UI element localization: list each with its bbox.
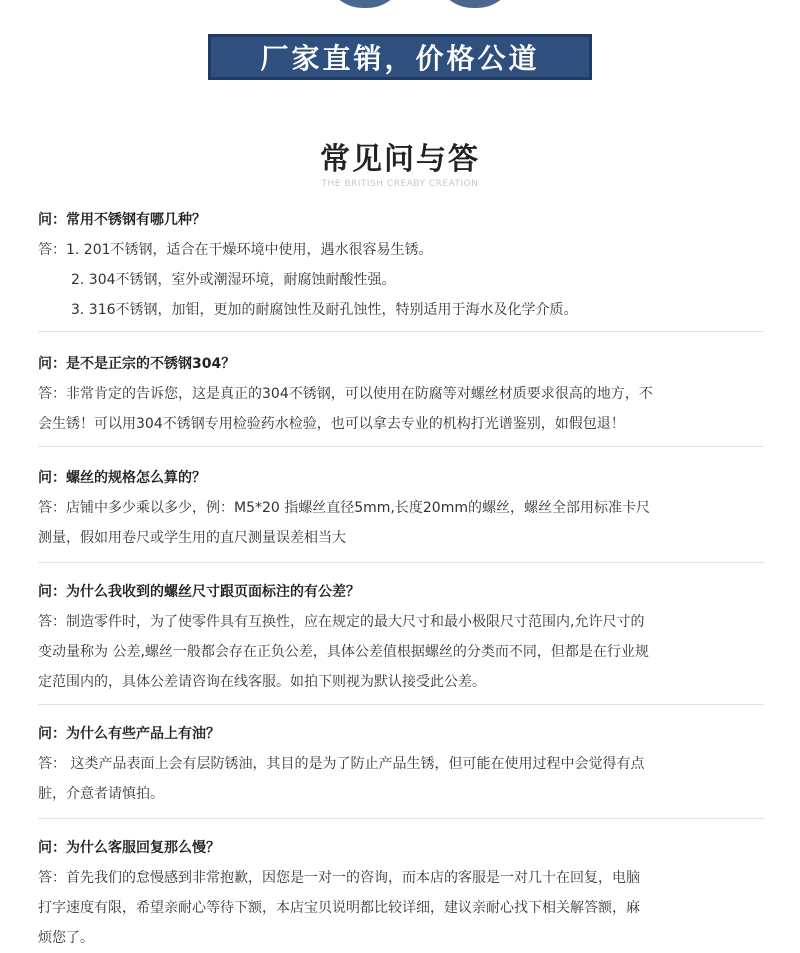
faq-item (38, 833, 764, 953)
faq-divider (38, 818, 764, 819)
faq-answer-line: 答：非常肯定的告诉您，这是真正的304不锈钢，可以使用在防腐等对螺丝材质要求很高的地方，不 (38, 386, 653, 402)
faq-answer (38, 379, 764, 439)
faq-answer-line: 脏，介意者请慎拍。 (38, 786, 164, 802)
faq-answer-line: 打字速度有限，希望亲耐心等待下额，本店宝贝说明都比较详细，建议亲耐心找下相关解答额，麻 (38, 900, 640, 916)
faq-answer (38, 235, 764, 325)
faq-answer-line: 答： 这类产品表面上会有层防锈油，其目的是为了防止产品生锈，但可能在使用过程中会觉得有点 (38, 756, 645, 772)
faq-answer-line: 答：店铺中多少乘以多少，例：M5*20 指螺丝直径5mm,长度20mm的螺丝，螺丝全部用标准卡尺 (38, 500, 650, 516)
faq-answer (38, 749, 764, 809)
faq-question: 问：螺丝的规格怎么算的？ (38, 470, 206, 486)
faq-answer-line: 会生锈！可以用304不锈钢专用检验药水检验，也可以拿去专业的机构打光谱鉴别，如假包退！ (38, 416, 625, 432)
faq-question: 问：为什么有些产品上有油？ (38, 726, 220, 742)
faq-question: 问：为什么我收到的螺丝尺寸跟页面标注的有公差？ (38, 584, 360, 600)
faq-answer-line: 3. 316不锈钢，加钼，更加的耐腐蚀性及耐孔蚀性，特别适用于海水及化学介质。 (71, 302, 578, 318)
faq-answer (38, 493, 764, 553)
faq-answer-line: 答：首先我们的怠慢感到非常抱歉，因您是一对一的咨询，而本店的客服是一对几十在回复，电脑 (38, 870, 640, 886)
faq-answer-line: 定范围内的，具体公差请咨询在线客服。如拍下则视为默认接受此公差。 (38, 674, 486, 690)
faq-divider (38, 331, 764, 332)
faq-question: 问：是不是正宗的不锈钢304？ (38, 356, 236, 372)
faq-answer-line: 2. 304不锈钢，室外或潮湿环境，耐腐蚀耐酸性强。 (71, 272, 396, 288)
faq-divider (38, 562, 764, 563)
faq-answer-line: 测量，假如用卷尺或学生用的直尺测量误差相当大 (38, 530, 346, 546)
section-subtitle: THE BRITISH CREABY CREATION (321, 179, 479, 189)
faq-divider (38, 704, 764, 705)
promo-banner (208, 34, 592, 80)
faq-answer (38, 863, 764, 953)
faq-item (38, 719, 764, 809)
faq-answer-line: 答：1. 201不锈钢，适合在干燥环境中使用，遇水很容易生锈。 (38, 242, 433, 258)
faq-answer-line: 变动量称为 公差,螺丝一般都会存在正负公差，具体公差值根据螺丝的分类而不同，但都是在行业规 (38, 644, 649, 660)
faq-item (38, 463, 764, 553)
faq-divider (38, 446, 764, 447)
faq-question: 问：常用不锈钢有哪几种？ (38, 212, 206, 228)
faq-question: 问：为什么客服回复那么慢？ (38, 840, 220, 856)
faq-answer (38, 607, 764, 697)
faq-item (38, 577, 764, 697)
section-title: 常见问与答 (320, 142, 480, 177)
decorative-circle-right (435, 0, 515, 8)
faq-answer-line: 答：制造零件时，为了使零件具有互换性，应在规定的最大尺寸和最小极限尺寸范围内,允许尺寸的 (38, 614, 645, 630)
faq-item (38, 205, 764, 325)
promo-banner-text: 厂家直销，价格公道 (260, 42, 540, 75)
faq-item (38, 349, 764, 439)
faq-answer-line: 烦您了。 (38, 930, 94, 946)
decorative-circle-left (325, 0, 405, 8)
